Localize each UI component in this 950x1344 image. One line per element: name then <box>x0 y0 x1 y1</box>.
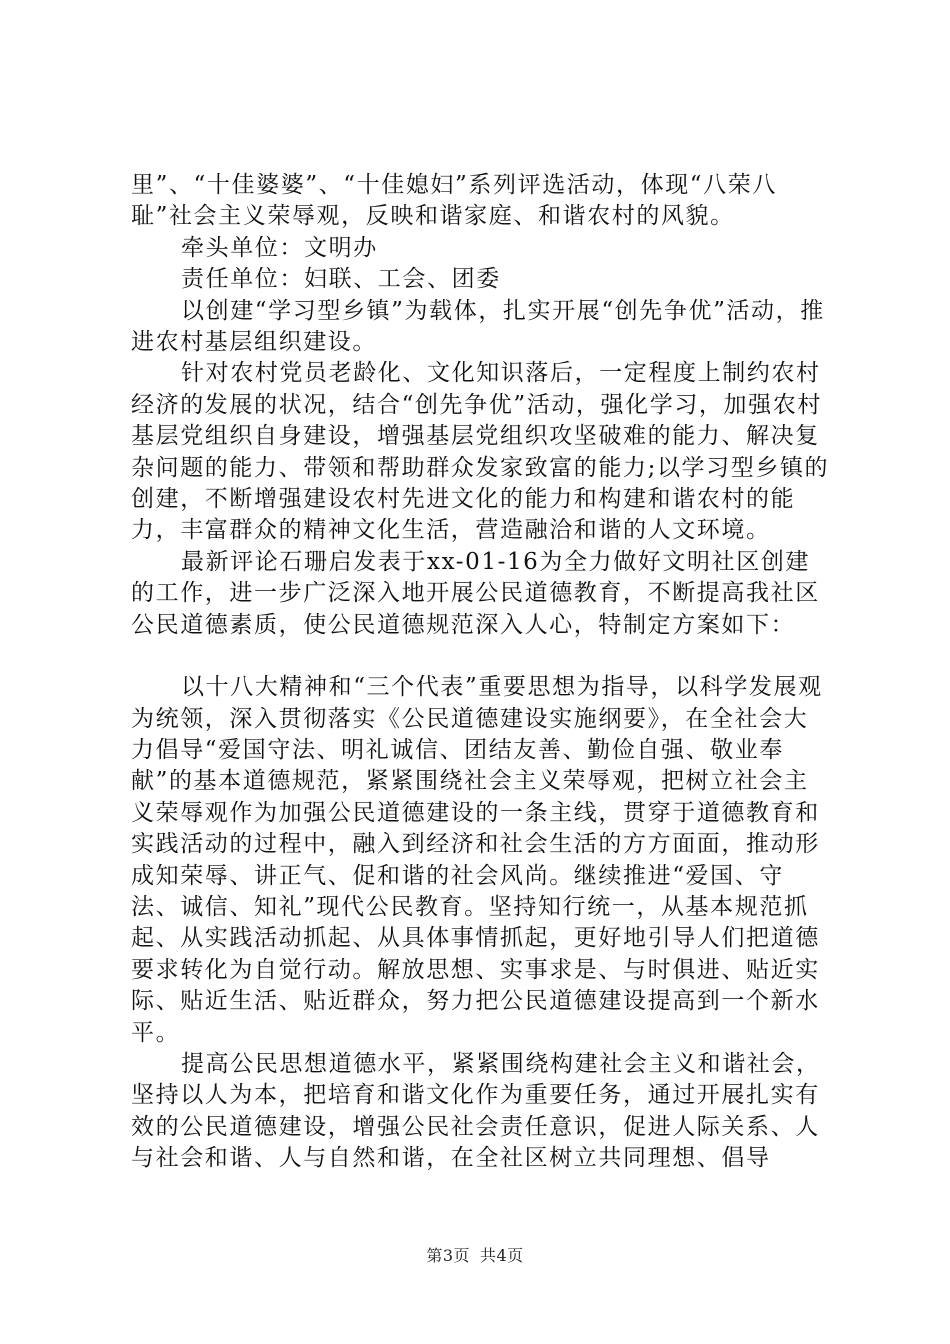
paragraph-guiding-ideology: 以十八大精神和“三个代表”重要思想为指导，以科学发展观为统领，深入贯彻落实《公民道德建设实施纲要》，在全社会大力倡导“爱国守法、明礼诚信、团结友善、勤俭自强、敬业奉献”的基本道德规范，紧紧围绕社会主义荣辱观，把树立社会主义荣辱观作为加强公民道德建设的一条主线，贯穿于道德教育和实践活动的过程中，融入到经济和社会生活的方方面面，推动形成知荣辱、讲正气、促和谐的社会风尚。继续推进“爱国、守法、诚信、知礼”现代公民教育。坚持知行统一，从基本规范抓起、从实践活动抓起、从具体事情抓起，更好地引导人们把道德要求转化为自觉行动。解放思想、实事求是、与时俱进、贴近实际、贴近生活、贴近群众，努力把公民道德建设提高到一个新水平。 <box>131 674 823 1046</box>
page-number: 第3页 <box>426 1246 470 1265</box>
paragraph-latest-comment: 最新评论石珊启发表于xx-01-16为全力做好文明社区创建的工作，进一步广泛深入地开展公民道德教育，不断提高我社区公民道德素质，使公民道德规范深入人心，特制定方案如下： <box>131 548 820 638</box>
paragraph-lead-unit: 牵头单位：文明办 <box>181 234 378 261</box>
paragraph-continuation: 里”、“十佳婆婆”、“十佳媳妇”系列评选活动，体现“八荣八耻”社会主义荣辱观，反映和谐家庭、和谐农村的风貌。 <box>131 172 777 230</box>
page-footer <box>0 1243 950 1266</box>
paragraph-goals: 提高公民思想道德水平，紧紧围绕构建社会主义和谐社会，坚持以人为本，把培育和谐文化作为重要任务，通过开展扎实有效的公民道德建设，增强公民社会责任意识，促进人际关系、人与社会和谐、人与自然和谐，在全社区树立共同理想、倡导 <box>131 1050 821 1172</box>
document-body <box>131 170 831 1175</box>
page-total: 共4页 <box>480 1246 524 1265</box>
paragraph-spacer <box>131 641 831 672</box>
paragraph-learning-township: 以创建“学习型乡镇”为载体，扎实开展“创先争优”活动，推进农村基层组织建设。 <box>131 297 825 356</box>
paragraph-responsible-units: 责任单位：妇联、工会、团委 <box>181 266 501 293</box>
paragraph-rural-party: 针对农村党员老龄化、文化知识落后，一定程度上制约农村经济的发展的状况，结合“创先争优”活动，强化学习，加强农村基层党组织自身建设，增强基层党组织攻坚破难的能力、解决复杂问题的能力、带领和帮助群众发家致富的能力;以学习型乡镇的创建，不断增强建设农村先进文化的能力和构建和谐农村的能力，丰富群众的精神文化生活，营造融洽和谐的人文环境。 <box>131 360 830 544</box>
